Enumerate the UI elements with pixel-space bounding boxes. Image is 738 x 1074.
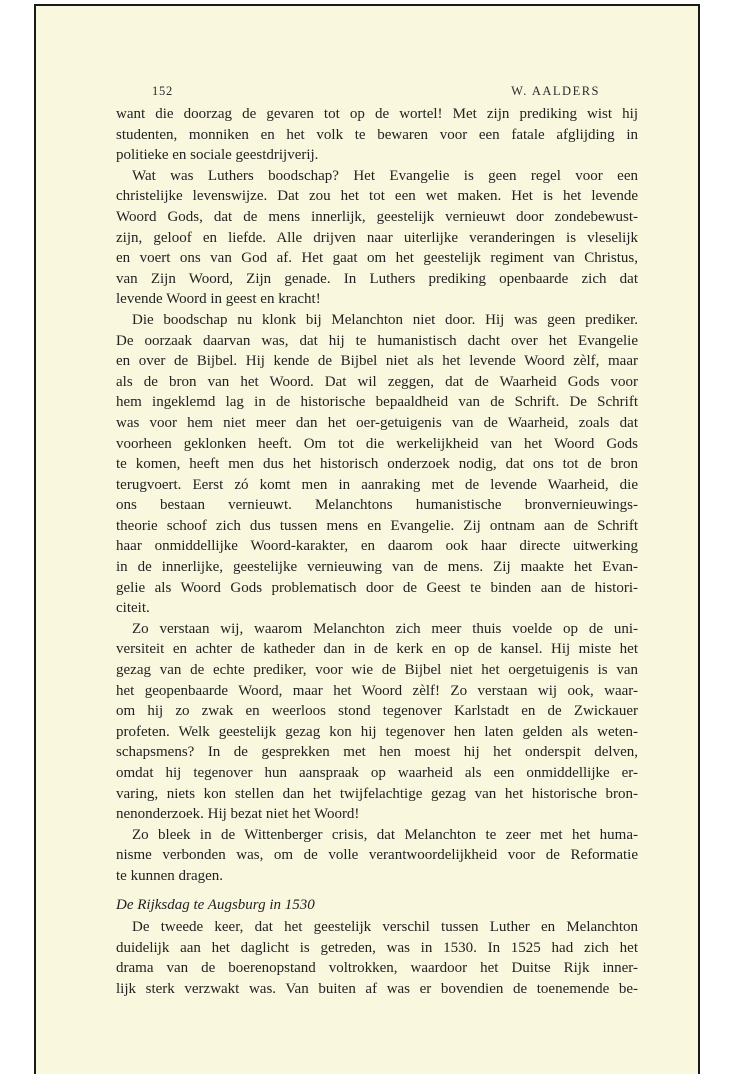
- text-line: profeten. Welk geestelijk gezag kon hij tegenover hen laten gelden als weten-: [116, 723, 638, 740]
- text-line: voorheen geklonken heeft. Om tot die werkelijkheid van het Woord Gods: [116, 435, 638, 452]
- text-line: om hij zo zwak en weerloos stond tegenover Karlstadt en de Zwickauer: [116, 703, 638, 720]
- running-header: [152, 84, 600, 99]
- text-line: Wat was Luthers boodschap? Het Evangelie is geen regel voor een: [132, 167, 638, 184]
- text-line: theorie schoof zich dus tussen mens en Evangelie. Zij ontnam aan de Schrift: [116, 517, 638, 534]
- text-line: terugvoert. Eerst zó komt men in aanraking met de levende Waarheid, die: [116, 476, 638, 493]
- text-line: levende Woord in geest en kracht!: [116, 291, 321, 308]
- page-number: 152: [152, 84, 173, 98]
- text-line: van Zijn Woord, Zijn genade. In Luthers prediking openbaarde zich dat: [116, 270, 638, 287]
- text-line: was voor hem niet meer dan het oer-getuigenis van de Waarheid, zoals dat: [116, 414, 638, 431]
- text-line: want die doorzag de gevaren tot op de wortel! Met zijn prediking wist hij: [116, 106, 638, 122]
- text-line: versiteit en achter de katheder dan in de kerk en op de kansel. Hij miste het: [116, 641, 638, 658]
- text-line: te kunnen dragen.: [116, 867, 224, 884]
- paragraph: [116, 619, 638, 825]
- running-title: W. AALDERS: [511, 84, 600, 98]
- paragraph: [116, 104, 638, 166]
- text-line: zijn, geloof en liefde. Alle drijven naar uiterlijke veranderingen is vleselijk: [116, 229, 638, 246]
- text-line: haar onmiddellijke Woord-karakter, en daarom ook haar directe uitwerking: [116, 538, 638, 555]
- text-line: hem ingeklemd lag in de historische bepaaldheid van de Schrift. De Schrift: [116, 394, 638, 411]
- text-line: drama van de boerenopstand voltrokken, waardoor het Duitse Rijk inner-: [116, 960, 638, 977]
- text-line: varing, niets kon stellen dan het twijfelachtige gezag van het historische bron-: [116, 785, 638, 802]
- text-line: Die boodschap nu klonk bij Melanchton niet door. Hij was geen prediker.: [132, 311, 638, 328]
- text-line: Zo verstaan wij, waarom Melanchton zich meer thuis voelde op de uni-: [132, 620, 638, 637]
- text-line: nisme verbonden was, om de volle verantwoordelijkheid voor de Reformatie: [116, 847, 638, 864]
- text-line: studenten, monniken en het volk te bewaren voor een fatale afglijding in: [116, 126, 638, 143]
- text-line: gezag van de echte prediker, voor wie de Bijbel niet het oergetuigenis is van: [116, 662, 638, 679]
- text-line: duidelijk aan het daglicht is getreden, was in 1530. In 1525 had zich het: [116, 939, 638, 956]
- text-line: De tweede keer, dat het geestelijk verschil tussen Luther en Melanchton: [132, 919, 638, 936]
- text-line: Zo bleek in de Wittenberger crisis, dat Melanchton te zeer met het huma-: [132, 826, 638, 843]
- body-text: [116, 104, 638, 1000]
- text-line: ons bestaan vernieuwt. Melanchtons humanistische bronvernieuwings-: [116, 497, 638, 514]
- text-line: De oorzaak daarvan was, dat hij te humanistisch dacht over het Evangelie: [116, 332, 638, 349]
- text-line: politieke en sociale geestdrijverij.: [116, 147, 319, 164]
- text-line: omdat hij tegenover hun aanspraak op waarheid als een onmiddellijke er-: [116, 765, 638, 781]
- paragraph: [116, 310, 638, 619]
- text-line: te komen, heeft men dus het historisch onderzoek nodig, dat ons tot de bron: [116, 456, 638, 473]
- text-line: als de bron van het Woord. Dat wil zeggen, dat de Waarheid Gods voor: [116, 373, 638, 390]
- text-line: en voert ons van God af. Het gaat om het geestelijk regiment van Christus,: [116, 250, 638, 267]
- text-line: het geopenbaarde Woord, maar het Woord zèlf! Zo verstaan wij ook, waar-: [116, 682, 638, 699]
- paragraph: [116, 166, 638, 310]
- paragraph: [116, 917, 638, 999]
- text-line: gelie als Woord Gods problematisch door de Geest te binden aan de histori-: [116, 579, 638, 596]
- text-line: Woord Gods, dat de mens innerlijk, geestelijk vernieuwt door zondebewust-: [116, 208, 638, 225]
- text-line: christelijke levenswijze. Dat zou het tot een wet maken. Het is het levende: [116, 188, 638, 205]
- section-heading: De Rijksdag te Augsburg in 1530: [116, 896, 315, 913]
- text-line: in de innerlijke, geestelijke vernieuwing van de mens. Zij maakte het Evan-: [116, 559, 638, 576]
- paragraph: [116, 825, 638, 887]
- text-line: en over de Bijbel. Hij kende de Bijbel niet als het levende Woord zèlf, maar: [116, 353, 638, 370]
- text-line: schapsmens? In de gesprekken met hen moest hij het onderspit delven,: [116, 744, 638, 761]
- text-line: nenonderzoek. Hij bezat niet het Woord!: [116, 806, 360, 823]
- text-line: citeit.: [116, 600, 150, 617]
- text-line: lijk sterk verzwakt was. Van buiten af was er bovendien de toenemende be-: [116, 980, 638, 997]
